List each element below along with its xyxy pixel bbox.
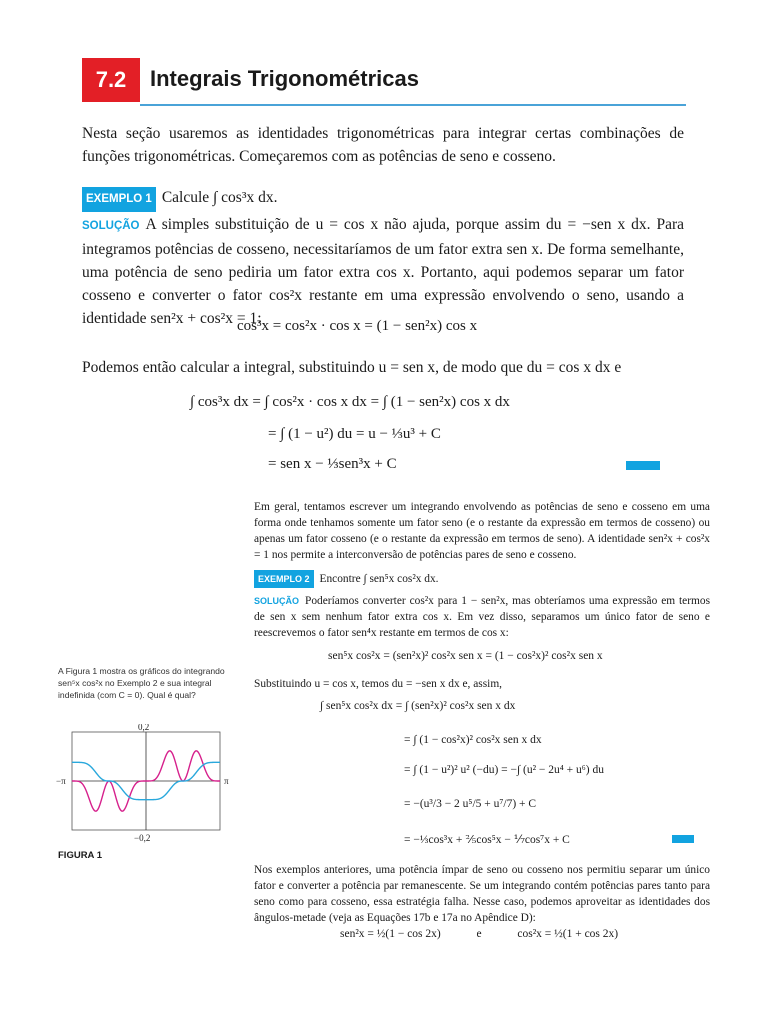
example-2-badge: EXEMPLO 2 xyxy=(254,570,314,588)
example-1-badge: EXEMPLO 1 xyxy=(82,187,156,212)
example-2-end-mark xyxy=(672,835,694,843)
example-2-equation-line-5: = −⅓cos³x + ⅖cos⁵x − ⅐cos⁷x + C xyxy=(404,834,570,846)
example-1-solution-label: SOLUÇÃO xyxy=(82,220,140,232)
section-number-badge: 7.2 xyxy=(82,58,140,102)
example-2-text-2: Substituindo u = cos x, temos du = −sen x dx e, assim, xyxy=(254,678,503,690)
example-1-end-mark xyxy=(626,461,660,470)
half-angle-connector: e xyxy=(476,928,482,940)
graph-x-right-label: π xyxy=(224,776,229,786)
figure-1-graph xyxy=(52,724,242,844)
half-angle-identities xyxy=(340,928,680,940)
example-2-prompt-line xyxy=(254,570,710,588)
example-1-solution xyxy=(82,213,684,330)
example-1-equation-2-line-1: ∫ cos³x dx = ∫ cos²x · cos x dx = ∫ (1 − sen²x) cos x dx xyxy=(190,394,510,410)
graph-x-left-label: −π xyxy=(56,776,66,786)
example-2-equation-line-2: = ∫ (1 − cos²x)² cos²x sen x dx xyxy=(404,734,542,746)
half-angle-sin: sen²x = ½(1 − cos 2x) xyxy=(340,928,441,940)
example-1-prompt-line xyxy=(82,186,684,212)
example-1-prompt: Calcule ∫ cos³x dx. xyxy=(161,189,278,206)
half-angle-cos: cos²x = ½(1 + cos 2x) xyxy=(517,928,619,940)
closing-paragraph: Nos exemplos anteriores, uma potência ímpar de seno ou cosseno nos permitiu separar um único fator e converter a potência par remanescente. Se um integrando contém potências pares tanto para seno como para cosseno, essa estratégia falha. Nesse caso, podemos aproveitar as identidades dos ângulos-metade (veja as Equações 17b e 17a no Apêndice D): xyxy=(254,864,710,924)
example-2-solution-text: Poderíamos converter cos²x para 1 − sen²x, mas obteríamos uma expressão em termos de sen x sem nenhum fator extra cos x. Em vez disso, separamos um único fator de seno e reescrevemos o fator sen⁴x restante em termos de cos x: xyxy=(254,595,710,639)
example-1-equation-2-line-2: = ∫ (1 − u²) du = u − ⅓u³ + C xyxy=(268,426,441,442)
intro-paragraph: Nesta seção usaremos as identidades trigonométricas para integrar certas combinações de funções trigonométricas. Começaremos com as potências de seno e cosseno. xyxy=(82,125,684,165)
section-title: Integrais Trigonométricas xyxy=(150,66,419,91)
example-2-solution xyxy=(254,593,710,641)
example-2-equation-line-1: ∫ sen⁵x cos²x dx = ∫ (sen²x)² cos²x sen x dx xyxy=(320,700,516,712)
figure-side-caption: A Figura 1 mostra os gráficos do integrando sen⁵x cos²x no Exemplo 2 e sua integral indefinida (com C = 0). Qual é qual? xyxy=(58,666,225,700)
header-rule xyxy=(140,104,686,106)
example-1-equation-2-line-3: = sen x − ⅓sen³x + C xyxy=(268,456,397,472)
example-1-text-2: Podemos então calcular a integral, substituindo u = sen x, de modo que du = cos x dx e xyxy=(82,359,622,376)
graph-y-top-label: 0,2 xyxy=(138,724,150,732)
example-2-equation-line-3: = ∫ (1 − u²)² u² (−du) = −∫ (u² − 2u⁴ + u⁶) du xyxy=(404,764,604,776)
example-1-equation-1: cos³x = cos²x · cos x = (1 − sen²x) cos x xyxy=(237,318,478,334)
example-2-solution-label: SOLUÇÃO xyxy=(254,596,299,606)
example-1-solution-text: A simples substituição de u = cos x não ajuda, porque assim du = −sen x dx. Para integramos potências de cosseno, necessitaríamos de um fator extra sen x. De forma semelhante, uma potência de seno pediria um fator extra cos x. Portanto, aqui podemos separar um fator cosseno e converter o fator cos²x restante em uma expressão envolvendo o seno, usando a identidade sen²x + cos²x = 1: xyxy=(82,216,684,327)
graph-y-bottom-label: −0,2 xyxy=(134,833,151,843)
figure-label: FIGURA 1 xyxy=(58,850,102,861)
general-paragraph: Em geral, tentamos escrever um integrando envolvendo as potências de seno e cosseno em uma forma onde tenhamos somente um fator seno (e o restante da expressão em termos de cosseno) ou apenas um fator cosseno (e o restante da expressão em termos de seno). A identidade sen²x + cos²x = 1 nos permite a interconversão de potências pares de seno e cosseno. xyxy=(254,501,710,561)
example-2-equation-line-4: = −(u³/3 − 2 u⁵/5 + u⁷/7) + C xyxy=(404,798,537,810)
example-2-prompt: Encontre ∫ sen⁵x cos²x dx. xyxy=(319,573,439,585)
example-2-equation-1: sen⁵x cos²x = (sen²x)² cos²x sen x = (1 − cos²x)² cos²x sen x xyxy=(328,650,603,662)
